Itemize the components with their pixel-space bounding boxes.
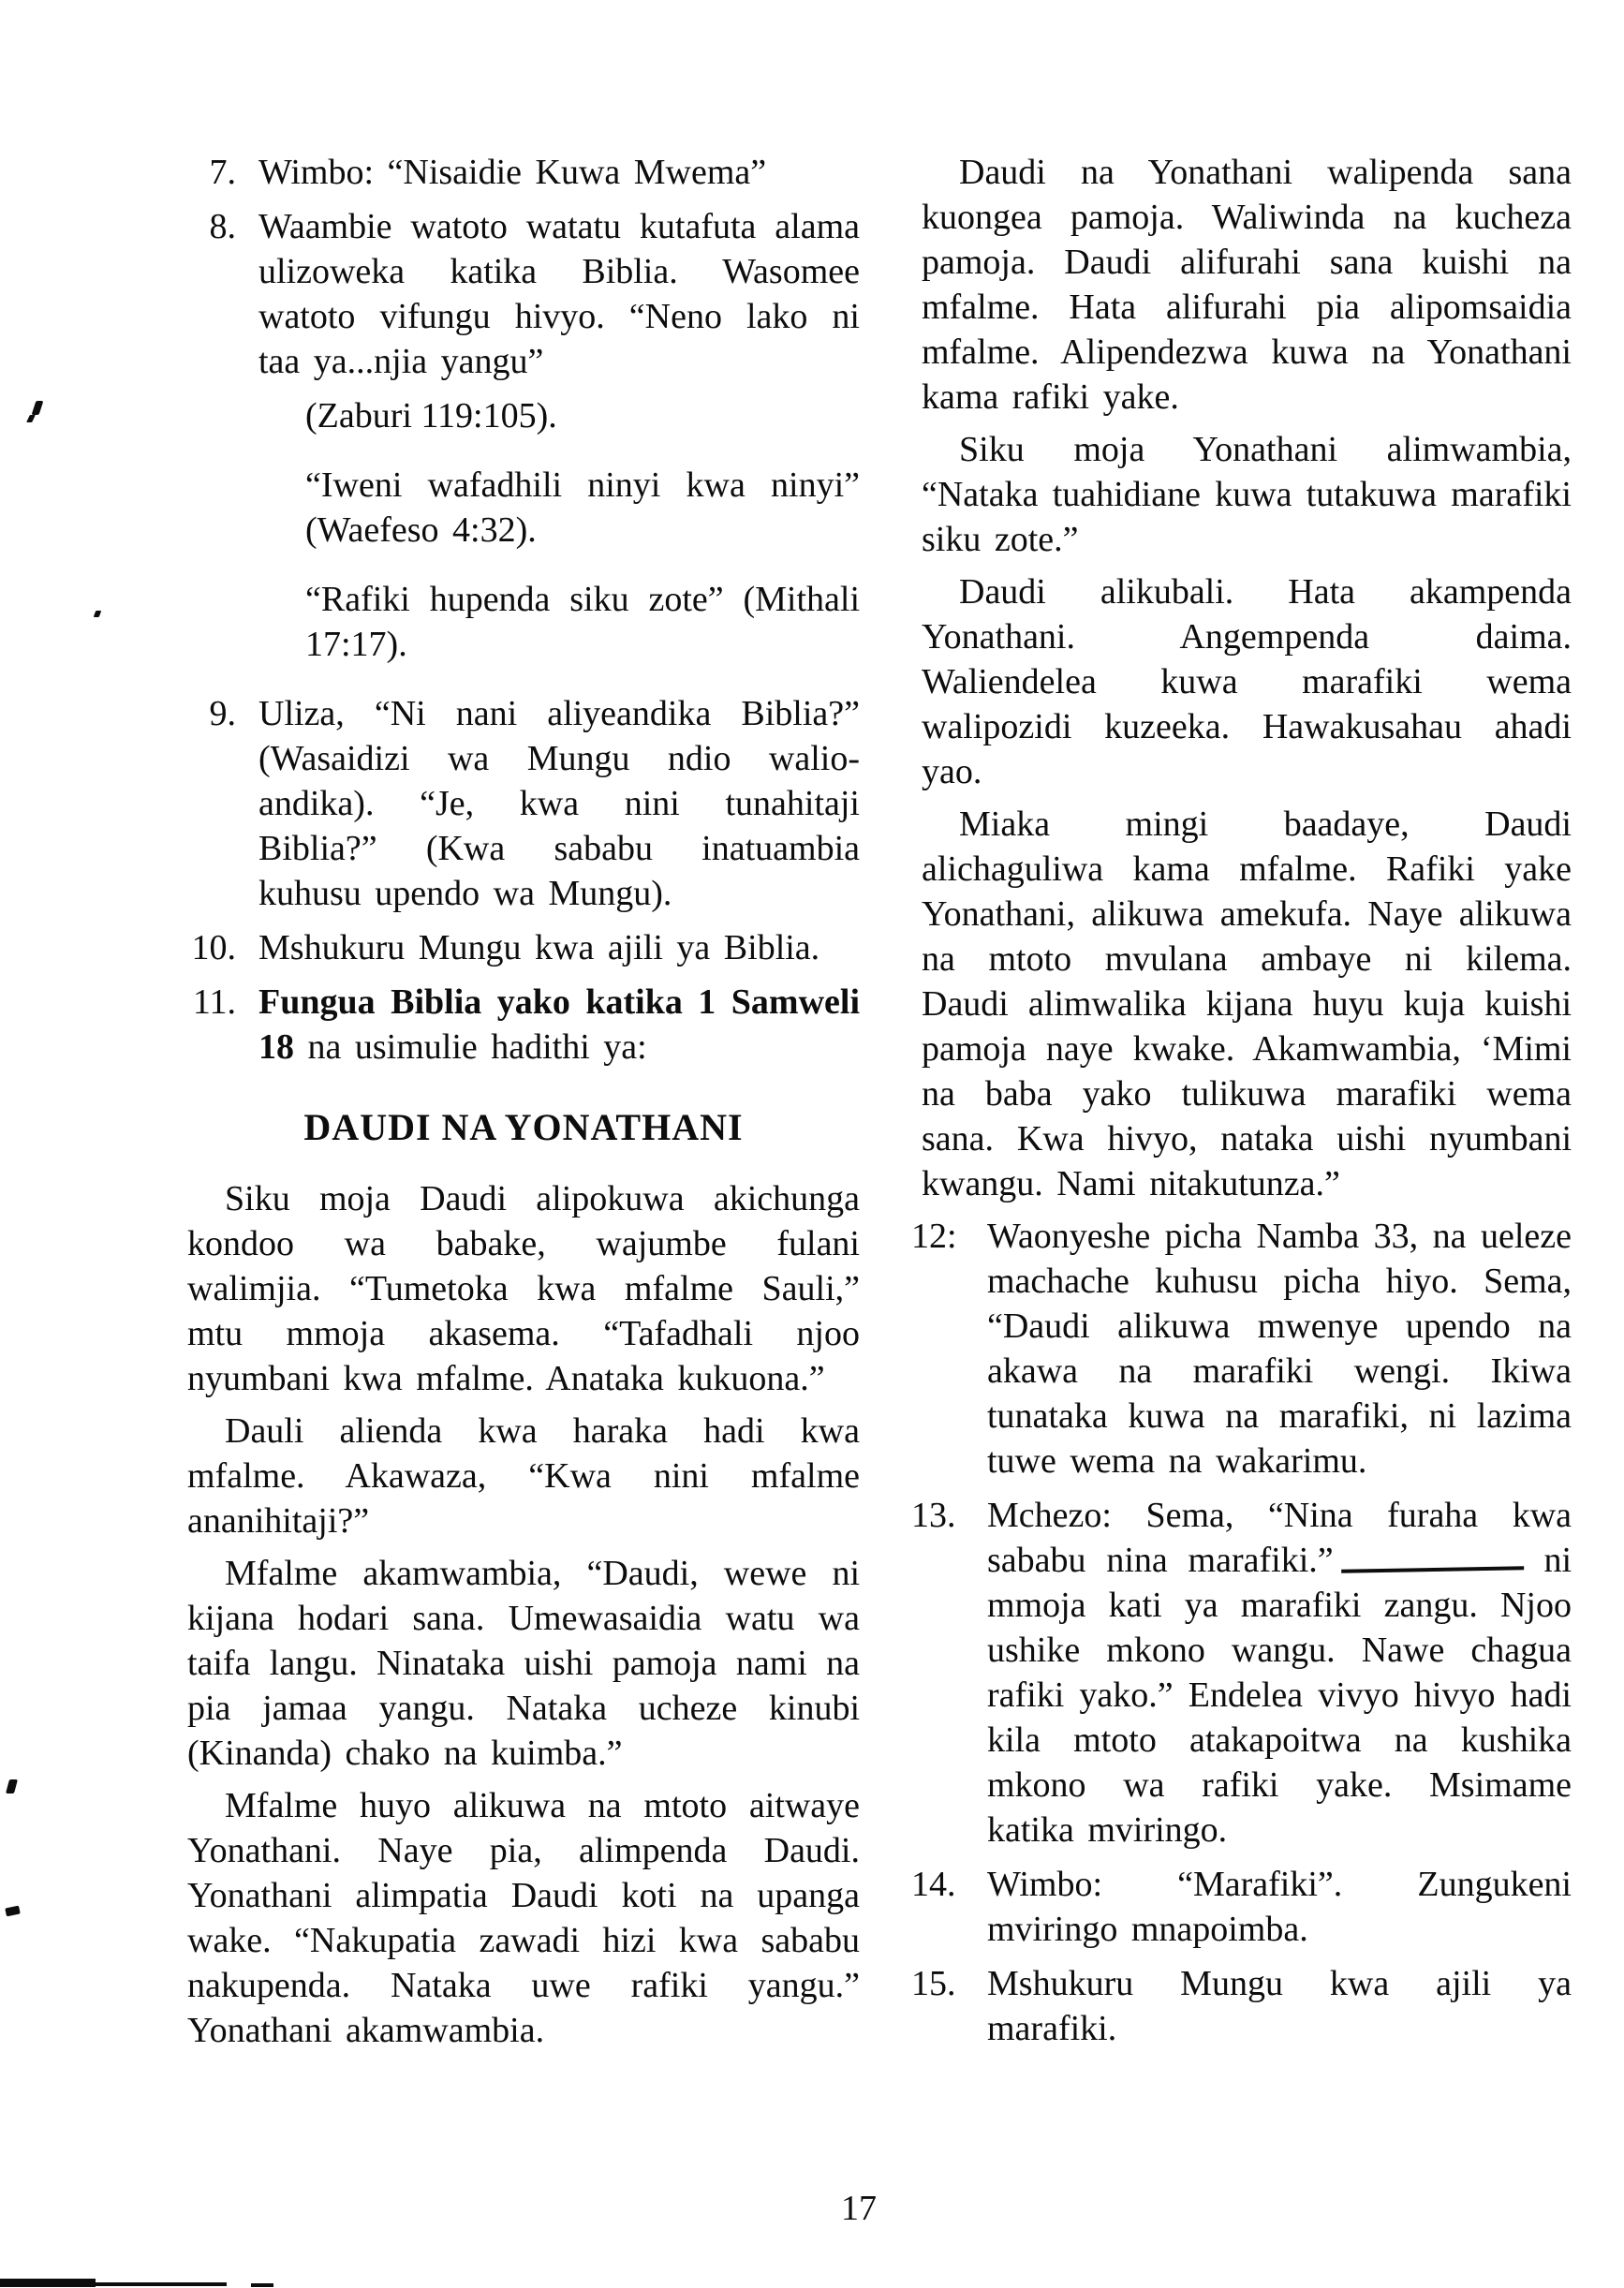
scan-edge-line [92, 2282, 227, 2286]
paragraph [187, 1409, 860, 1543]
scripture-reference [305, 393, 860, 438]
scripture-quote [305, 577, 860, 667]
paragraph [922, 150, 1572, 420]
paragraph [187, 1783, 860, 2053]
text-segment: Wimbo: “Nisaidie Kuwa Mwema” [258, 153, 767, 192]
list-item-text [987, 1493, 1572, 1853]
bold-text: Fungua Biblia yako katika 1 Samweli 18 [258, 982, 860, 1067]
list-item-text [987, 1214, 1572, 1484]
list-item-text [258, 204, 860, 384]
paragraph [922, 802, 1572, 1206]
list-item-number: 15. [911, 1964, 956, 2003]
text-segment: (Zaburi 119:105). [305, 396, 557, 435]
list-item-number: 11. [192, 982, 236, 1022]
text-segment: Mshukuru Mungu kwa ajili ya Biblia. [258, 928, 820, 967]
text-segment: “Rafiki hupenda siku zote” (Mithali 17:17). [305, 580, 860, 664]
text-segment: Waambie watoto watatu kutafuta alama ulizoweka katika Biblia. Wasomee watoto vifungu hivyo. “Neno lako ni taa ya...njia yangu” [258, 207, 860, 381]
text-segment: Daudi na Yonathani walipenda sana kuongea pamoja. Waliwinda na kucheza pamoja. Daudi alifurahi sana kuishi na mfalme. Hata alifurahi pia alipomsaidia mfalme. Alipendezwa kuwa na Yonathani kama rafiki yake. [922, 153, 1572, 417]
list-item-number: 7. [209, 153, 236, 192]
text-segment: Waonyeshe picha Namba 33, na ueleze machache kuhusu picha hiyo. Sema, “Daudi alikuwa mwenye upendo na akawa na marafiki wengi. Ikiwa tunataka kuwa na marafiki, ni lazima tuwe wema na wakarimu. [987, 1217, 1572, 1481]
scan-speck [94, 611, 102, 617]
text-segment: ni mmoja kati ya marafiki zangu. Njoo ushike mkono wangu. Nawe chagua rafiki yako.” Endelea vivyo hivyo hadi kila mtoto atakapoitwa na kushika mkono wa rafiki yake. Msimame katika mviringo. [987, 1541, 1572, 1850]
scan-edge-line [0, 2279, 96, 2287]
paragraph [922, 427, 1572, 562]
list-item-text [258, 925, 860, 970]
scan-speck [26, 415, 36, 422]
list-item-text [258, 150, 860, 195]
left-column [187, 150, 860, 2060]
paragraph [187, 1551, 860, 1776]
text-segment: “Iweni wafadhili ninyi kwa ninyi” (Waefeso 4:32). [305, 465, 860, 550]
text-columns [187, 150, 1572, 2060]
list-item [911, 1961, 1572, 2051]
scan-speck [5, 1906, 21, 1917]
paragraph [922, 569, 1572, 794]
text-segment: DAUDI NA YONATHANI [303, 1106, 744, 1148]
list-item [911, 1214, 1572, 1484]
list-item-text [987, 1862, 1572, 1952]
list-item [187, 204, 860, 384]
list-item [911, 1493, 1572, 1853]
section-heading [187, 1105, 860, 1150]
text-segment: Siku moja Daudi alipokuwa akichunga kondoo wa babake, wajumbe fulani walimjia. “Tumetoka kwa mfalme Sauli,” mtu mmoja akasema. “Tafadhali njoo nyumbani kwa mfalme. Anataka kukuona.” [187, 1179, 860, 1398]
page-number: 17 [841, 2189, 877, 2228]
list-item [187, 925, 860, 970]
list-item-number: 13. [911, 1496, 956, 1535]
list-item-number: 9. [209, 694, 236, 733]
list-item-number: 14. [911, 1865, 956, 1904]
text-segment: Mfalme akamwambia, “Daudi, wewe ni kijana hodari sana. Umewasaidia watu wa taifa langu. Ninataka uishi pamoja nami na pia jamaa yangu. Nataka ucheze kinubi (Kinanda) chako na kuimba.” [187, 1554, 860, 1773]
list-item [911, 1862, 1572, 1952]
text-segment: Uliza, “Ni nani aliyeandika Biblia?” (Wasaidizi wa Mungu ndio walio-andika). “Je, kwa nini tunahitaji Biblia?” (Kwa sababu inatuambia kuhusu upendo wa Mungu). [258, 694, 860, 913]
list-item-number: 8. [209, 207, 236, 246]
list-item [187, 980, 860, 1070]
scan-speck [6, 1779, 18, 1793]
list-item [187, 691, 860, 916]
scan-edge-dash [251, 2283, 273, 2287]
list-item-number: 12: [911, 1217, 957, 1256]
list-item-text [987, 1961, 1572, 2051]
fill-in-blank [1340, 1546, 1523, 1572]
text-segment: na usimulie hadithi ya: [294, 1027, 647, 1067]
paragraph [187, 1176, 860, 1401]
text-segment: Mfalme huyo alikuwa na mtoto aitwaye Yonathani. Naye pia, alimpenda Daudi. Yonathani alimpatia Daudi koti na upanga wake. “Nakupatia zawadi hizi kwa sababu nakupenda. Nataka uwe rafiki yangu.” Yonathani akamwambia. [187, 1786, 860, 2050]
text-segment: Siku moja Yonathani alimwambia, “Nataka tuahidiane kuwa tutakuwa marafiki siku zote.” [922, 430, 1572, 559]
text-segment: Daudi alikubali. Hata akampenda Yonathani. Angempenda daima. Waliendelea kuwa marafiki wema walipozidi kuzeeka. Hawakusahau ahadi yao. [922, 572, 1572, 791]
text-segment: Dauli alienda kwa haraka hadi kwa mfalme. Akawaza, “Kwa nini mfalme ananihitaji?” [187, 1411, 860, 1541]
scripture-quote [305, 463, 860, 553]
text-segment: Wimbo: “Marafiki”. Zungukeni mviringo mnapoimba. [987, 1865, 1572, 1949]
scan-speck [32, 401, 44, 415]
list-item-text [258, 691, 860, 916]
list-item [187, 150, 860, 195]
list-item-number: 10. [191, 928, 236, 967]
list-item-text [258, 980, 860, 1070]
text-segment: Mchezo: Sema, “Nina furaha kwa sababu nina marafiki.” [987, 1496, 1572, 1580]
text-segment: Miaka mingi baadaye, Daudi alichaguliwa kama mfalme. Rafiki yake Yonathani, alikuwa amekufa. Naye alikuwa na mtoto mvulana ambaye ni kilema. Daudi alimwalika kijana huyu kuja kuishi pamoja naye kwake. Akamwambia, ‘Mimi na baba yako tulikuwa marafiki wema sana. Kwa hivyo, nataka uishi nyumbani kwangu. Nami nitakutunza.” [922, 804, 1572, 1203]
text-segment: Mshukuru Mungu kwa ajili ya marafiki. [987, 1964, 1572, 2048]
right-column [911, 150, 1572, 2060]
